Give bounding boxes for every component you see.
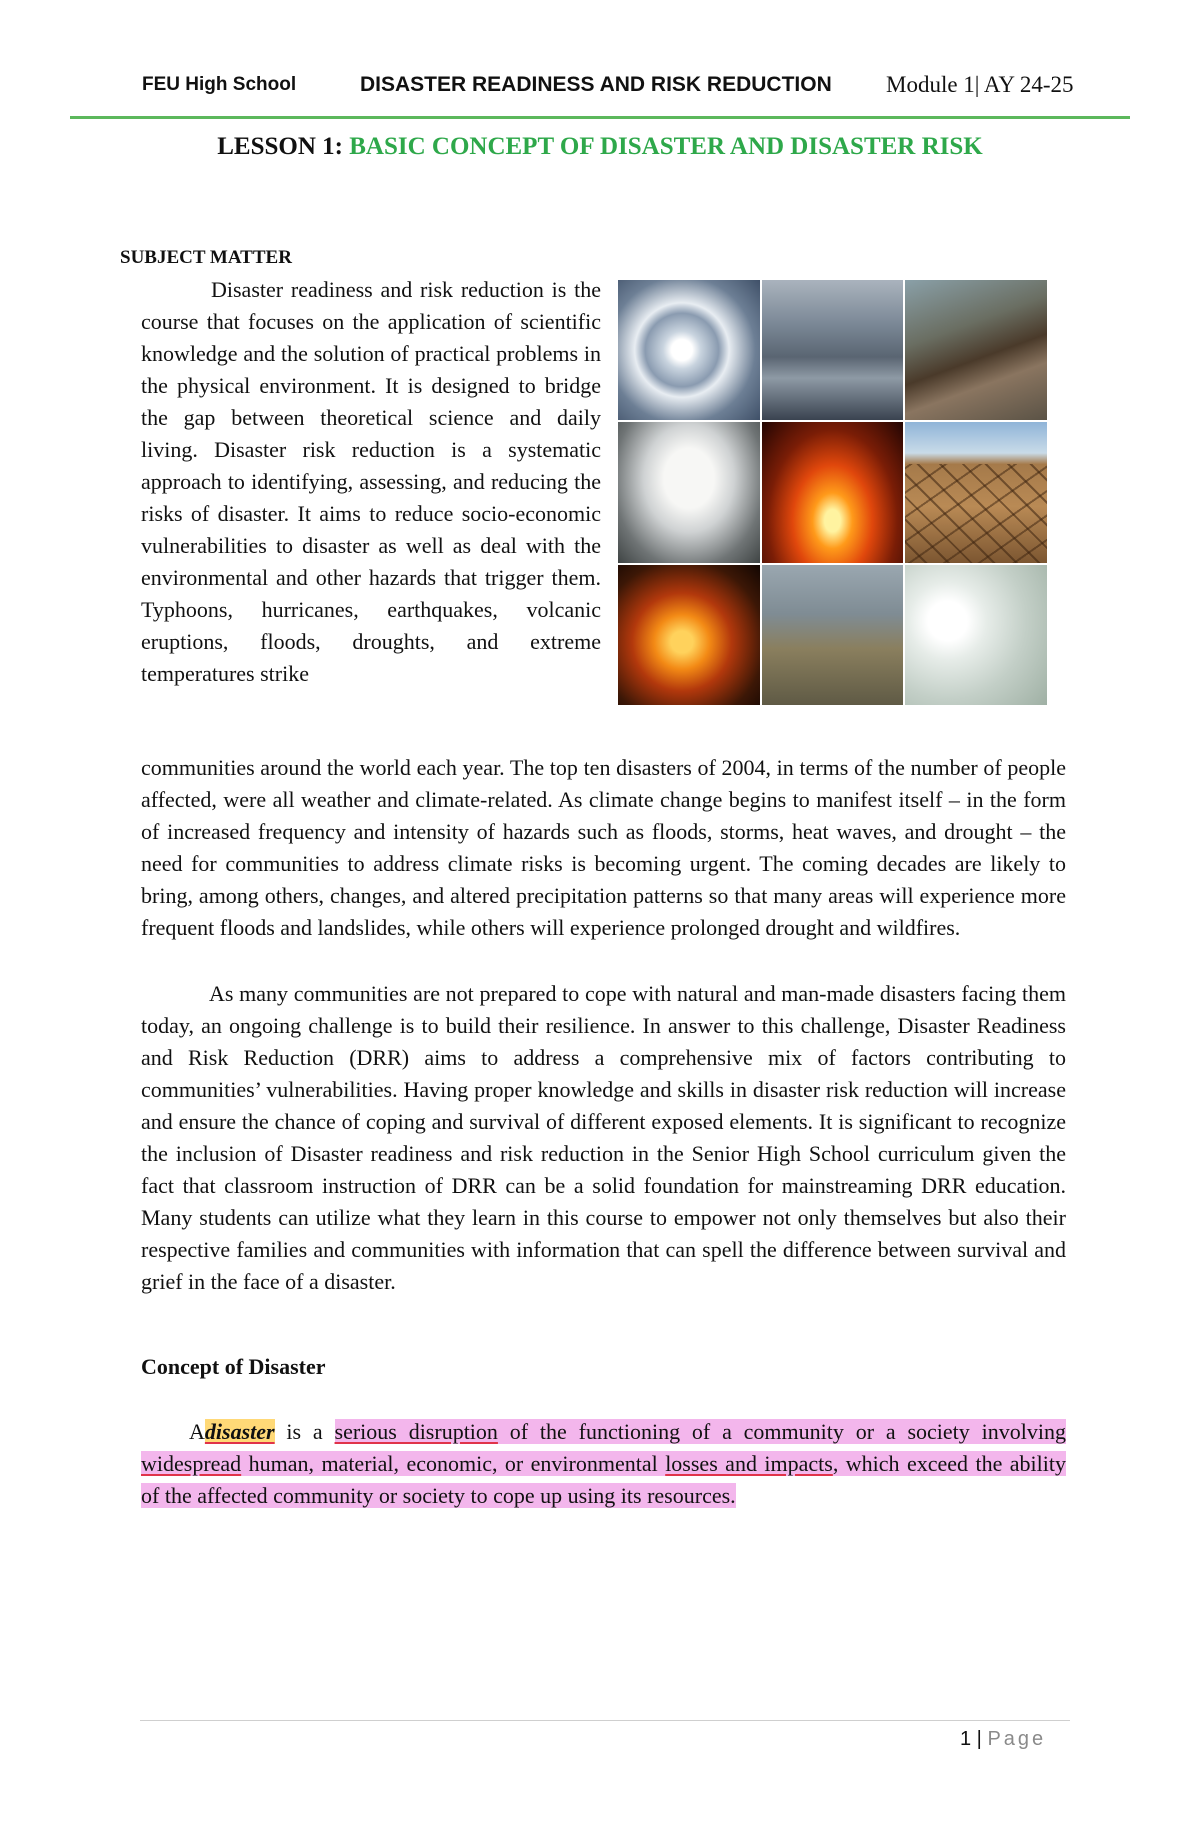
- avalanche-photo: [618, 422, 760, 562]
- header-divider: [70, 116, 1130, 119]
- definition-article: A: [189, 1419, 205, 1444]
- definition-part-1: of the functioning of a community or a society involving: [497, 1419, 1066, 1444]
- underlined-losses-and-impacts: losses and impacts: [665, 1451, 833, 1476]
- header-module: Module 1| AY 24-25: [886, 72, 1074, 97]
- paragraph-resilience: [141, 978, 1066, 1298]
- underlined-serious-disruption: serious disruption: [334, 1419, 498, 1444]
- paragraph-climate: communities around the world each year. The top ten disasters of 2004, in terms of the number of people affected, were all weather and climate-related. As climate change begins to manifest itself – in the form of increased frequency and intensity of hazards such as floods, storms, heat waves, and drought – the need for communities to address climate risks is becoming urgent. The coming decades are likely to bring, among others, changes, and altered precipitation patterns so that many areas will experience more frequent floods and landslides, while others will experience prolonged drought and wildfires.: [141, 755, 1066, 940]
- lesson-title: [0, 133, 1200, 161]
- lesson-title-text: BASIC CONCEPT OF DISASTER AND DISASTER RISK: [349, 133, 983, 160]
- earthquake-photo: [905, 280, 1047, 420]
- page-number: [960, 1728, 1046, 1751]
- heading-concept-of-disaster: Concept of Disaster: [141, 1354, 326, 1379]
- tsunami-photo: [762, 280, 904, 420]
- drought-photo: [905, 422, 1047, 562]
- paragraph-disaster-definition: [141, 1416, 1066, 1512]
- footer-divider: [140, 1720, 1070, 1721]
- paragraph-resilience-text: As many communities are not prepared to cope with natural and man-made disasters facing them today, an ongoing challenge is to build their resilience. In answer to this challenge, Disaster Readiness and Risk Reduction (DRR) aims to address a comprehensive mix of factors contributing to communities’ vulnerabilities. Having proper knowledge and skills in disaster risk reduction will increase and ensure the chance of coping and survival of different exposed elements. It is significant to recognize the inclusion of Disaster readiness and risk reduction in the Senior High School curriculum given the fact that classroom instruction of DRR can be a solid foundation for mainstreaming DRR education. Many students can utilize what they learn in this course to empower not only themselves but also their respective families and communities with information that can spell the difference between survival and grief in the face of a disaster.: [141, 981, 1066, 1294]
- paragraph-intro-text: Disaster readiness and risk reduction is the course that focuses on the application of scientific knowledge and the solution of practical problems in the physical environment. It is designed to bridge the gap between theoretical science and daily living. Disaster risk reduction is a systematic approach to identifying, assessing, and reducing the risks of disaster. It aims to reduce socio-economic vulnerabilities to disaster as well as deal with the environmental and other hazards that trigger them. Typhoons, hurricanes, earthquakes, volcanic eruptions, floods, droughts, and extreme temperatures strike: [141, 277, 601, 686]
- paragraph-intro: [141, 274, 601, 690]
- lesson-prefix: LESSON 1:: [217, 133, 343, 160]
- page-number-separator: |: [971, 1728, 988, 1750]
- flood-photo: [762, 565, 904, 705]
- definition-is-a: is a: [274, 1419, 335, 1444]
- wildfire-photo: [618, 565, 760, 705]
- header-course-title: DISASTER READINESS AND RISK REDUCTION: [360, 73, 832, 96]
- page-label: Page: [987, 1728, 1047, 1750]
- header-school: FEU High School: [142, 74, 297, 95]
- volcanic-eruption-photo: [762, 422, 904, 562]
- underlined-widespread: widespread: [141, 1451, 242, 1476]
- page-number-value: 1: [960, 1728, 972, 1750]
- definition-part-3: , which exceed the ability of the affected community or society to cope up using its resources.: [141, 1451, 1066, 1508]
- definition-part-2: human, material, economic, or environmental: [241, 1451, 666, 1476]
- typhoon-photo: [618, 280, 760, 420]
- hailstorm-photo: [905, 565, 1047, 705]
- disaster-photo-collage: [618, 280, 1047, 705]
- highlighted-term-disaster: disaster: [204, 1419, 275, 1444]
- section-heading-subject-matter: SUBJECT MATTER: [120, 247, 292, 268]
